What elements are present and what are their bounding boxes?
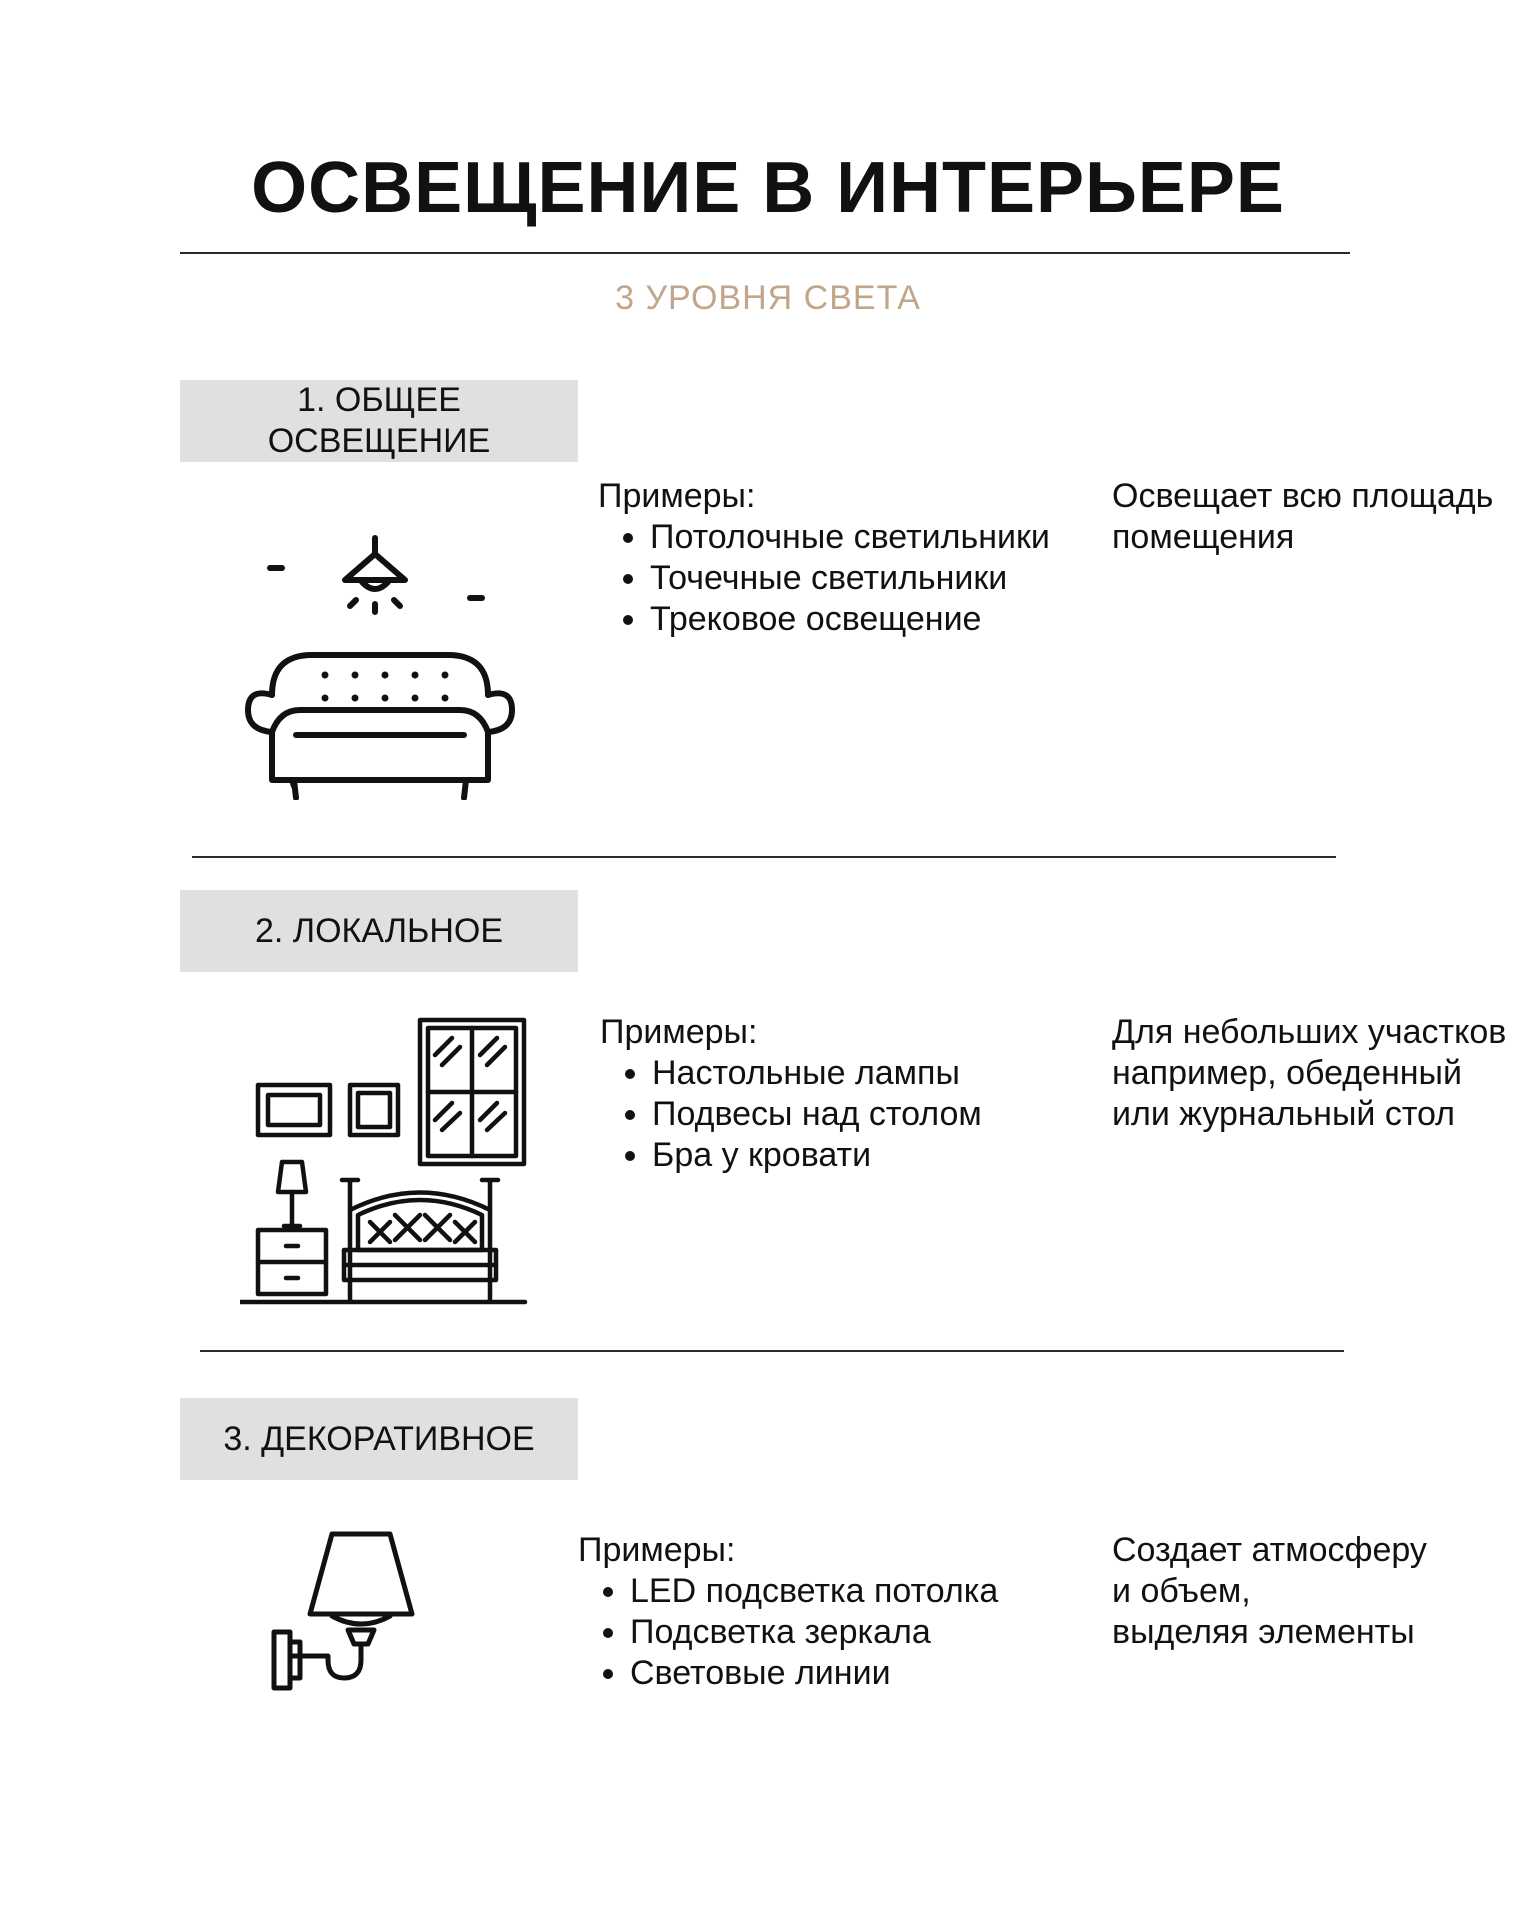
section-1-header-line-2: ОСВЕЩЕНИЕ [267, 422, 491, 460]
section-3-header [180, 1398, 578, 1480]
title-divider [180, 252, 1350, 254]
section-1-description [1112, 476, 1536, 558]
description-line: выделяя элементы [1112, 1613, 1415, 1651]
section-1-examples [598, 476, 1050, 640]
examples-title: Примеры: [600, 1013, 758, 1051]
subtitle: 3 УРОВНЯ СВЕТА [615, 279, 921, 317]
section-2-header-line-1: 2. ЛОКАЛЬНОЕ [254, 911, 504, 950]
list-item: • Подвесы над столом [652, 1094, 982, 1135]
section-divider [200, 1350, 1344, 1352]
list-item: • Настольные лампы [652, 1053, 982, 1094]
description-line: Создает атмосферу [1112, 1531, 1427, 1569]
list-item: • Точечные светильники [650, 558, 1050, 599]
examples-title: Примеры: [598, 477, 756, 515]
description-line: Освещает всю площадь [1112, 477, 1494, 515]
list-item: • Бра у кровати [652, 1135, 982, 1176]
list-item: • Световые линии [630, 1653, 998, 1694]
page-title: ОСВЕЩЕНИЕ В ИНТЕРЬЕРЕ [251, 148, 1285, 228]
section-3-examples [578, 1530, 998, 1694]
section-3-header-line-1: 3. ДЕКОРАТИВНОЕ [223, 1419, 535, 1458]
list-item: • LED подсветка потолка [630, 1571, 998, 1612]
description-line: или журнальный стол [1112, 1095, 1456, 1133]
description-line: например, обеденный [1112, 1054, 1462, 1092]
examples-title: Примеры: [578, 1531, 736, 1569]
list-item: • Трековое освещение [650, 599, 1050, 640]
bedroom-icon [240, 1010, 540, 1310]
section-2-examples [600, 1012, 982, 1176]
list-item: • Подсветка зеркала [630, 1612, 998, 1653]
section-2-header [180, 890, 578, 972]
section-2-description [1112, 1012, 1536, 1135]
description-line: Для небольших участков [1112, 1013, 1507, 1051]
description-line: и объем, [1112, 1572, 1251, 1610]
section-1-header-line-1: 1. ОБЩЕЕ [297, 381, 461, 419]
wall-sconce-icon [260, 1520, 460, 1700]
sofa-with-ceiling-lamp-icon [230, 520, 530, 800]
section-divider [192, 856, 1336, 858]
list-item: • Потолочные светильники [650, 517, 1050, 558]
section-3-description [1112, 1530, 1536, 1653]
description-line: помещения [1112, 518, 1295, 556]
section-1-header [180, 380, 578, 462]
